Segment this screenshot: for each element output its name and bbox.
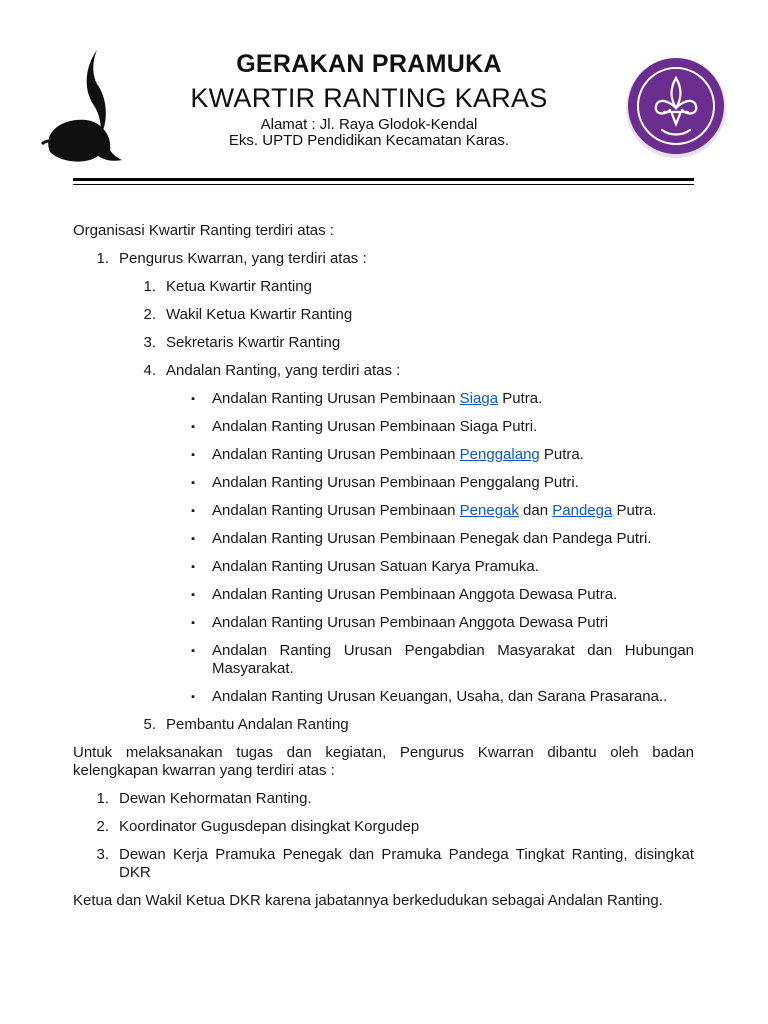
bullet-icon: ▪	[191, 645, 195, 657]
list-item: 2. Koordinator Gugusdepan disingkat Korgudep	[96, 818, 420, 835]
link-siaga[interactable]: Siaga	[459, 390, 499, 407]
bullet-item: ▪ Andalan Ranting Urusan Pembinaan Anggota Dewasa Putri	[73, 614, 694, 632]
bullet-icon: ▪	[191, 505, 195, 517]
bullet-icon: ▪	[191, 421, 195, 433]
sub-list-item: 1. Ketua Kwartir Ranting	[143, 278, 312, 295]
bullet-icon: ▪	[191, 449, 195, 461]
link-pandega[interactable]: Pandega	[552, 502, 613, 519]
world-scout-emblem	[624, 56, 728, 160]
bullet-icon: ▪	[191, 691, 195, 703]
bullet-item: ▪ Andalan Ranting Urusan Pembinaan Siaga Putra.	[73, 390, 694, 408]
bullet-item: ▪ Andalan Ranting Urusan Pembinaan Penggalang Putra.	[73, 446, 694, 464]
link-penegak[interactable]: Penegak	[459, 502, 519, 519]
support-paragraph: Untuk melaksanakan tugas dan kegiatan, Pengurus Kwarran dibantu oleh badan kelengkapan kwarran yang terdiri atas :	[73, 744, 694, 779]
bullet-item: ▪ Andalan Ranting Urusan Pembinaan Penegak dan Pandega Putra.	[73, 502, 694, 520]
unit-name: KWARTIR RANTING KARAS	[190, 83, 548, 113]
bullet-icon: ▪	[191, 393, 195, 405]
tunas-kelapa-logo	[40, 48, 124, 164]
sub-list-item: 4. Andalan Ranting, yang terdiri atas :	[143, 362, 401, 379]
sub-list-item: 5. Pembantu Andalan Ranting	[143, 716, 349, 733]
closing-paragraph: Ketua dan Wakil Ketua DKR karena jabatannya berkedudukan sebagai Andalan Ranting.	[73, 892, 663, 909]
bullet-item: ▪ Andalan Ranting Urusan Pengabdian Masyarakat dan Hubungan Masyarakat.	[73, 642, 694, 678]
sub-list-item: 3. Sekretaris Kwartir Ranting	[143, 334, 341, 351]
list-item: 1. Pengurus Kwarran, yang terdiri atas :	[96, 250, 367, 267]
bullet-icon: ▪	[191, 617, 195, 629]
link-penggalang[interactable]: Penggalang	[459, 446, 540, 463]
letterhead	[0, 0, 768, 190]
list-item: 3. Dewan Kerja Pramuka Penegak dan Pramuka Pandega Tingkat Ranting, disingkat DKR	[96, 846, 694, 881]
sub-list-item: 2. Wakil Ketua Kwartir Ranting	[143, 306, 353, 323]
bullet-item: ▪ Andalan Ranting Urusan Keuangan, Usaha, dan Sarana Prasarana..	[73, 688, 694, 706]
bullet-item: ▪ Andalan Ranting Urusan Pembinaan Anggota Dewasa Putra.	[73, 586, 694, 604]
organization-name: GERAKAN PRAMUKA	[236, 50, 502, 78]
bullet-icon: ▪	[191, 533, 195, 545]
ext-address-line: Eks. UPTD Pendidikan Kecamatan Karas.	[228, 132, 510, 149]
bullet-item: ▪ Andalan Ranting Urusan Satuan Karya Pramuka.	[73, 558, 694, 576]
bullet-item: ▪ Andalan Ranting Urusan Pembinaan Penggalang Putri.	[73, 474, 694, 492]
address-line: Alamat : Jl. Raya Glodok-Kendal	[260, 116, 478, 133]
header-rule-thin	[73, 184, 694, 185]
header-rule-thick	[73, 178, 694, 181]
bullet-icon: ▪	[191, 477, 195, 489]
bullet-icon: ▪	[191, 561, 195, 573]
bullet-item: ▪ Andalan Ranting Urusan Pembinaan Penegak dan Pandega Putri.	[73, 530, 694, 548]
bullet-item: ▪ Andalan Ranting Urusan Pembinaan Siaga Putri.	[73, 418, 694, 436]
bullet-icon: ▪	[191, 589, 195, 601]
document-body	[73, 222, 694, 920]
intro-paragraph: Organisasi Kwartir Ranting terdiri atas :	[73, 222, 334, 239]
list-item: 1. Dewan Kehormatan Ranting.	[96, 790, 312, 807]
